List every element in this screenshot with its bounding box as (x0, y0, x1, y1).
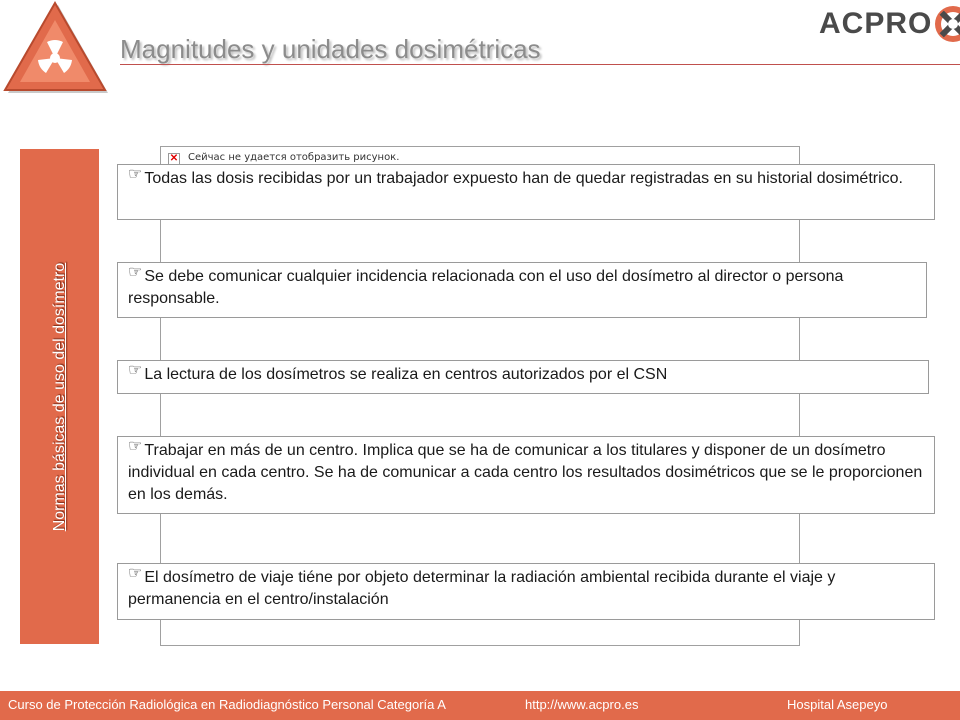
title-divider (120, 64, 960, 65)
pointing-hand-icon: ☞ (128, 362, 143, 379)
list-item (117, 360, 929, 394)
footer-url[interactable]: http://www.acpro.es (525, 697, 639, 712)
pointing-hand-icon: ☞ (128, 166, 143, 183)
list-item-text: Se debe comunicar cualquier incidencia relacionada con el uso del dosímetro al director o persona responsable. (128, 268, 844, 307)
list-item (117, 164, 935, 220)
sidebar-panel (20, 149, 99, 644)
list-item-text: El dosímetro de viaje tiéne por objeto determinar la radiación ambiental recibida durante el viaje y permanencia en el centro/instalación (128, 569, 836, 608)
radiation-warning-logo (0, 0, 115, 100)
footer-hospital: Hospital Asepeyo (787, 697, 888, 712)
footer-course: Curso de Protección Radiológica en Radiodiagnóstico Personal Categoría A (8, 697, 446, 712)
acpro-logo (819, 4, 960, 44)
list-item-text: Trabajar en más de un centro. Implica que se ha de comunicar a los titulares y disponer de un dosímetro individual en cada centro. Se ha de comunicar a cada centro los resultados dosimétricos que se le proporcionen en los demás. (128, 442, 923, 503)
pointing-hand-icon: ☞ (128, 264, 143, 281)
list-item (117, 563, 935, 620)
list-item-text: Todas las dosis recibidas por un trabajador expuesto han de quedar registradas en su historial dosimétrico. (144, 170, 903, 187)
acpro-emblem-icon (933, 4, 960, 44)
list-item-text: La lectura de los dosímetros se realiza en centros autorizados por el CSN (144, 366, 668, 383)
broken-image-icon: ✕ (169, 153, 179, 164)
pointing-hand-icon: ☞ (128, 438, 143, 455)
sidebar-label: Normas básicas de uso del dosímetro (50, 262, 68, 531)
acpro-logo-text: ACPRO (819, 7, 933, 40)
list-item (117, 262, 927, 318)
broken-image-text: Сейчас не удается отобразить рисунок. (188, 152, 400, 163)
pointing-hand-icon: ☞ (128, 565, 143, 582)
slide-title: Magnitudes y unidades dosimétricas (120, 34, 541, 64)
list-item (117, 436, 935, 514)
